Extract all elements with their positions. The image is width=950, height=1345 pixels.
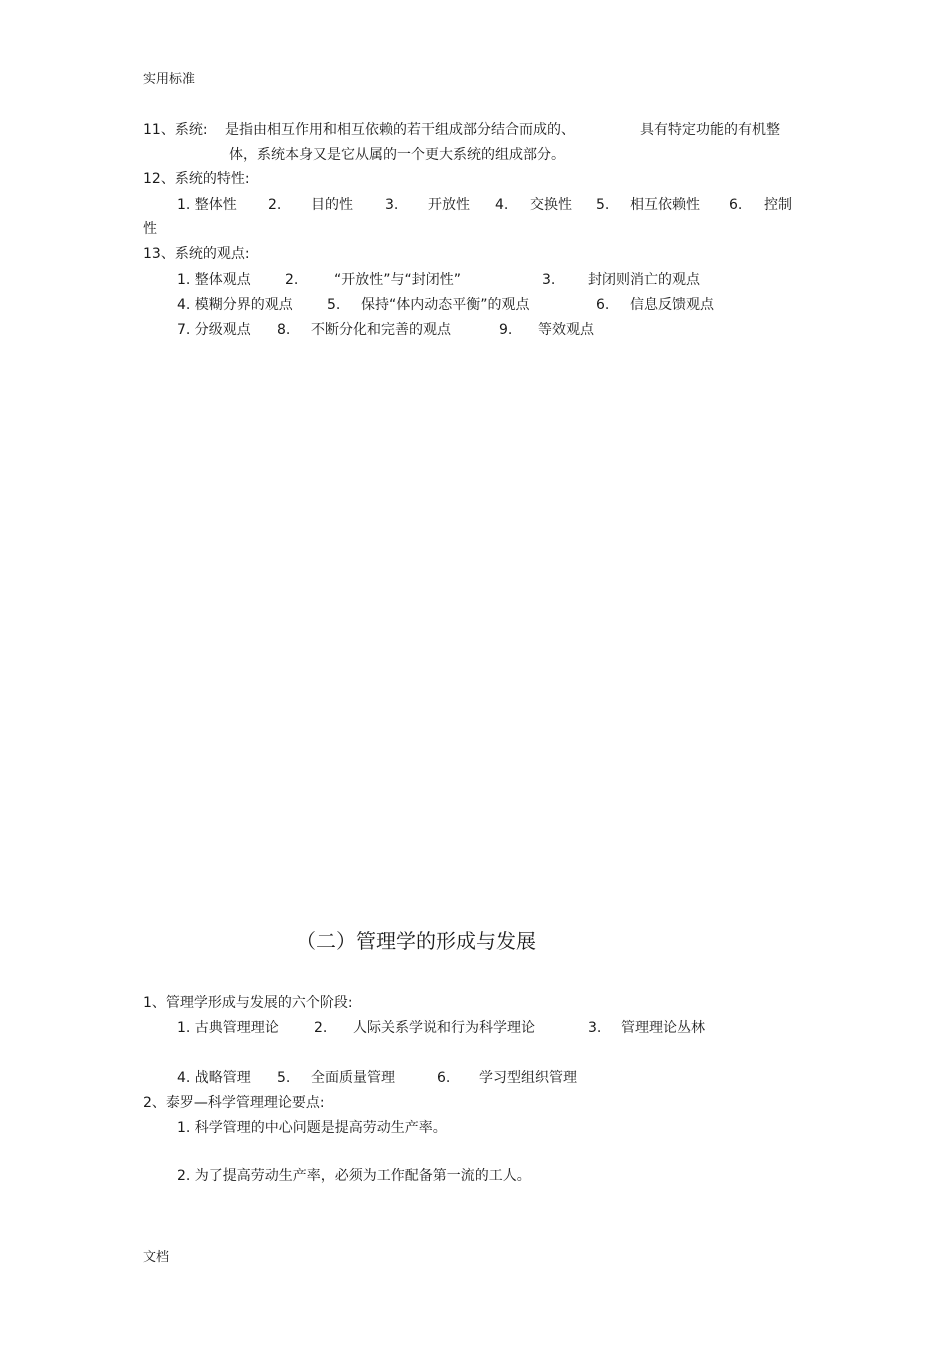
viewpoint-3: 封闭则消亡的观点 [588, 272, 700, 288]
viewpoint-2: “开放性”与“封闭性” [334, 272, 462, 288]
viewpoint-9-number: 9. [499, 322, 513, 338]
item-12-heading: 12、系统的特性: [143, 171, 250, 187]
property-4-number: 4. [495, 197, 509, 213]
item-12-wrap: 性 [143, 221, 157, 237]
viewpoint-5: 保持“体内动态平衡”的观点 [361, 297, 530, 313]
viewpoint-6-number: 6. [596, 297, 610, 313]
viewpoint-4: 4. 模糊分界的观点 [177, 297, 293, 313]
section-title: （二）管理学的形成与发展 [296, 929, 536, 953]
page-header: 实用标准 [143, 72, 196, 87]
stage-2: 人际关系学说和行为科学理论 [353, 1020, 535, 1036]
viewpoint-7: 7. 分级观点 [177, 322, 251, 338]
item-11-text-a: 是指由相互作用和相互依赖的若干组成部分结合而成的、 [225, 122, 575, 138]
property-4: 交换性 [530, 197, 572, 213]
page-footer: 文档 [143, 1250, 170, 1265]
item-11-number: 11、系统: [143, 122, 208, 138]
property-3-number: 3. [385, 197, 399, 213]
item-13-row-1 [0, 271, 950, 289]
item-11-text-b: 具有特定功能的有机整 [640, 122, 780, 138]
viewpoint-5-number: 5. [327, 297, 341, 313]
taylor-point-2: 2. 为了提高劳动生产率，必须为工作配备第一流的工人。 [177, 1168, 531, 1184]
property-1: 1. 整体性 [177, 197, 237, 213]
property-6: 控制 [764, 197, 792, 213]
stage-6: 学习型组织管理 [479, 1070, 577, 1086]
stage-5: 全面质量管理 [311, 1070, 395, 1086]
stage-4: 4. 战略管理 [177, 1070, 251, 1086]
viewpoint-2-number: 2. [285, 272, 299, 288]
viewpoint-9: 等效观点 [538, 322, 594, 338]
property-2-number: 2. [268, 197, 282, 213]
item-13-row-3 [0, 321, 950, 339]
viewpoint-8-number: 8. [277, 322, 291, 338]
taylor-point-1: 1. 科学管理的中心问题是提高劳动生产率。 [177, 1120, 447, 1136]
stages-heading: 1、管理学形成与发展的六个阶段: [143, 995, 353, 1011]
stages-row-2 [0, 1069, 950, 1087]
property-2: 目的性 [311, 197, 353, 213]
property-3: 开放性 [428, 197, 470, 213]
viewpoint-1: 1. 整体观点 [177, 272, 251, 288]
taylor-heading: 2、泰罗—科学管理理论要点: [143, 1095, 325, 1111]
item-12-properties-row [0, 196, 950, 214]
stage-3-number: 3. [588, 1020, 602, 1036]
stage-3: 管理理论丛林 [621, 1020, 705, 1036]
viewpoint-3-number: 3. [542, 272, 556, 288]
item-13-row-2 [0, 296, 950, 314]
item-13-heading: 13、系统的观点: [143, 246, 250, 262]
stages-row-1 [0, 1019, 950, 1037]
stage-2-number: 2. [314, 1020, 328, 1036]
stage-6-number: 6. [437, 1070, 451, 1086]
property-5-number: 5. [596, 197, 610, 213]
property-6-number: 6. [729, 197, 743, 213]
viewpoint-6: 信息反馈观点 [630, 297, 714, 313]
item-11-text-line2: 体，系统本身又是它从属的一个更大系统的组成部分。 [229, 147, 565, 163]
viewpoint-8: 不断分化和完善的观点 [311, 322, 451, 338]
stage-1: 1. 古典管理理论 [177, 1020, 279, 1036]
property-5: 相互依赖性 [630, 197, 700, 213]
stage-5-number: 5. [277, 1070, 291, 1086]
